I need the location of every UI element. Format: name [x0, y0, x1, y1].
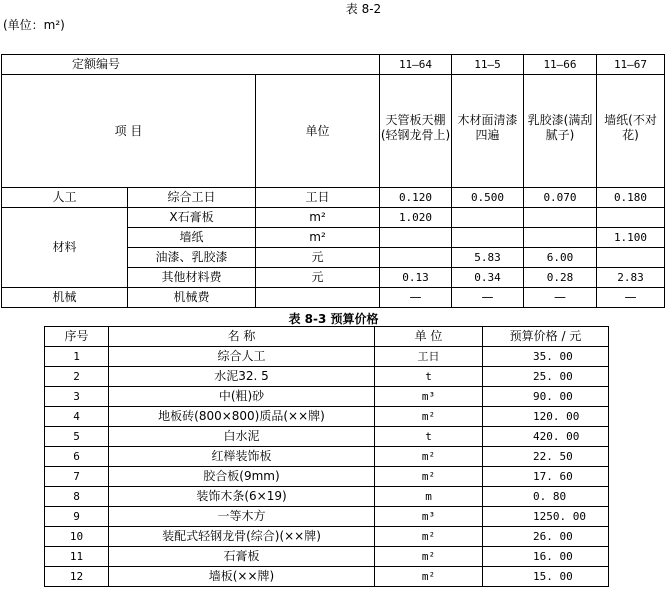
row-no: 2 — [45, 367, 109, 387]
item-header: 项 目 — [2, 75, 256, 188]
row-no: 7 — [45, 467, 109, 487]
row-unit: m² — [375, 407, 483, 427]
table-row — [45, 387, 609, 407]
item-name: 综合工日 — [128, 188, 256, 208]
row-price: 25. 00 — [483, 367, 609, 387]
quota-value: 5.83 — [452, 248, 524, 268]
row-price: 26. 00 — [483, 527, 609, 547]
row-no: 3 — [45, 387, 109, 407]
row-no: 10 — [45, 527, 109, 547]
group-label: 机械 — [2, 288, 128, 308]
group-label: 材料 — [2, 208, 128, 288]
row-unit: m² — [375, 447, 483, 467]
table-row — [45, 467, 609, 487]
header-unit: 单 位 — [375, 327, 483, 347]
row-no: 6 — [45, 447, 109, 467]
row-unit: m³ — [375, 387, 483, 407]
row-no: 12 — [45, 567, 109, 587]
quota-value: — — [380, 288, 452, 308]
table-row — [2, 75, 665, 188]
table-row — [45, 407, 609, 427]
row-price: 16. 00 — [483, 547, 609, 567]
row-price: 120. 00 — [483, 407, 609, 427]
quota-value: 1.020 — [380, 208, 452, 228]
quota-value: — — [524, 288, 597, 308]
quota-table — [1, 54, 665, 308]
quota-value: 0.070 — [524, 188, 597, 208]
table-row — [2, 55, 665, 75]
quota-value: 0.34 — [452, 268, 524, 288]
table-row — [45, 567, 609, 587]
row-price: 1250. 00 — [483, 507, 609, 527]
item-name: X石膏板 — [128, 208, 256, 228]
price-table — [44, 326, 609, 587]
row-unit: m² — [375, 567, 483, 587]
quota-value — [452, 228, 524, 248]
quota-value: 1.100 — [597, 228, 665, 248]
row-name: 白水泥 — [109, 427, 375, 447]
column-name: 墙纸(不对花) — [597, 75, 665, 188]
item-name: 墙纸 — [128, 228, 256, 248]
row-unit: m — [375, 487, 483, 507]
row-name: 一等木方 — [109, 507, 375, 527]
row-name: 墙板(××牌) — [109, 567, 375, 587]
row-price: 22. 50 — [483, 447, 609, 467]
quota-code: 11—5 — [452, 55, 524, 75]
item-name: 机械费 — [128, 288, 256, 308]
row-no: 4 — [45, 407, 109, 427]
header-price: 预算价格 / 元 — [483, 327, 609, 347]
quota-value — [524, 228, 597, 248]
quota-value — [524, 208, 597, 228]
table-row — [45, 447, 609, 467]
quota-value: — — [597, 288, 665, 308]
row-price: 35. 00 — [483, 347, 609, 367]
unit-header: 单位 — [256, 75, 380, 188]
quota-value — [597, 208, 665, 228]
item-unit — [256, 288, 380, 308]
row-name: 地板砖(800×800)质品(××牌) — [109, 407, 375, 427]
item-name: 油漆、乳胶漆 — [128, 248, 256, 268]
quota-value: 0.180 — [597, 188, 665, 208]
row-name: 装饰木条(6×19) — [109, 487, 375, 507]
quota-value — [597, 248, 665, 268]
item-unit: m² — [256, 208, 380, 228]
quota-value: 2.83 — [597, 268, 665, 288]
header-no: 序号 — [45, 327, 109, 347]
row-name: 装配式轻钢龙骨(综合)(××牌) — [109, 527, 375, 547]
table-8-2-title: 表 8-2 — [345, 2, 382, 16]
row-price: 0. 80 — [483, 487, 609, 507]
table-row — [45, 487, 609, 507]
table-row — [45, 367, 609, 387]
row-no: 5 — [45, 427, 109, 447]
item-unit: 工日 — [256, 188, 380, 208]
quota-value: 0.120 — [380, 188, 452, 208]
unit-note: (单位：m²) — [3, 18, 65, 32]
table-row — [45, 507, 609, 527]
row-name: 综合人工 — [109, 347, 375, 367]
row-no: 9 — [45, 507, 109, 527]
row-name: 石膏板 — [109, 547, 375, 567]
table-row — [45, 327, 609, 347]
quota-code: 11—64 — [380, 55, 452, 75]
quota-code: 11—67 — [597, 55, 665, 75]
quota-code: 11—66 — [524, 55, 597, 75]
row-no: 8 — [45, 487, 109, 507]
row-name: 中(粗)砂 — [109, 387, 375, 407]
column-name: 天管板天棚(轻钢龙骨上) — [380, 75, 452, 188]
row-unit: m² — [375, 527, 483, 547]
row-name: 红榉装饰板 — [109, 447, 375, 467]
row-unit: 工日 — [375, 347, 483, 367]
row-unit: m³ — [375, 507, 483, 527]
table-row — [2, 188, 665, 208]
table-row — [2, 208, 665, 228]
row-no: 1 — [45, 347, 109, 367]
column-name: 木材面清漆四遍 — [452, 75, 524, 188]
quota-code-header: 定额编号 — [2, 55, 380, 75]
header-name: 名 称 — [109, 327, 375, 347]
quota-value — [452, 208, 524, 228]
table-8-3-title: 表 8-3 预算价格 — [288, 312, 379, 326]
row-no: 11 — [45, 547, 109, 567]
item-name: 其他材料费 — [128, 268, 256, 288]
row-unit: m² — [375, 467, 483, 487]
quota-value — [380, 248, 452, 268]
row-price: 17. 60 — [483, 467, 609, 487]
quota-value — [380, 228, 452, 248]
quota-value: 0.13 — [380, 268, 452, 288]
item-unit: m² — [256, 228, 380, 248]
item-unit: 元 — [256, 248, 380, 268]
row-name: 胶合板(9mm) — [109, 467, 375, 487]
row-unit: t — [375, 367, 483, 387]
table-row — [45, 547, 609, 567]
group-label: 人工 — [2, 188, 128, 208]
quota-value: 6.00 — [524, 248, 597, 268]
row-name: 水泥32. 5 — [109, 367, 375, 387]
row-unit: m² — [375, 547, 483, 567]
quota-value: 0.500 — [452, 188, 524, 208]
row-price: 90. 00 — [483, 387, 609, 407]
table-row — [45, 347, 609, 367]
quota-value: 0.28 — [524, 268, 597, 288]
table-row — [2, 288, 665, 308]
table-row — [45, 527, 609, 547]
table-row — [45, 427, 609, 447]
item-unit: 元 — [256, 268, 380, 288]
row-price: 420. 00 — [483, 427, 609, 447]
row-unit: t — [375, 427, 483, 447]
quota-value: — — [452, 288, 524, 308]
column-name: 乳胶漆(满刮腻子) — [524, 75, 597, 188]
row-price: 15. 00 — [483, 567, 609, 587]
